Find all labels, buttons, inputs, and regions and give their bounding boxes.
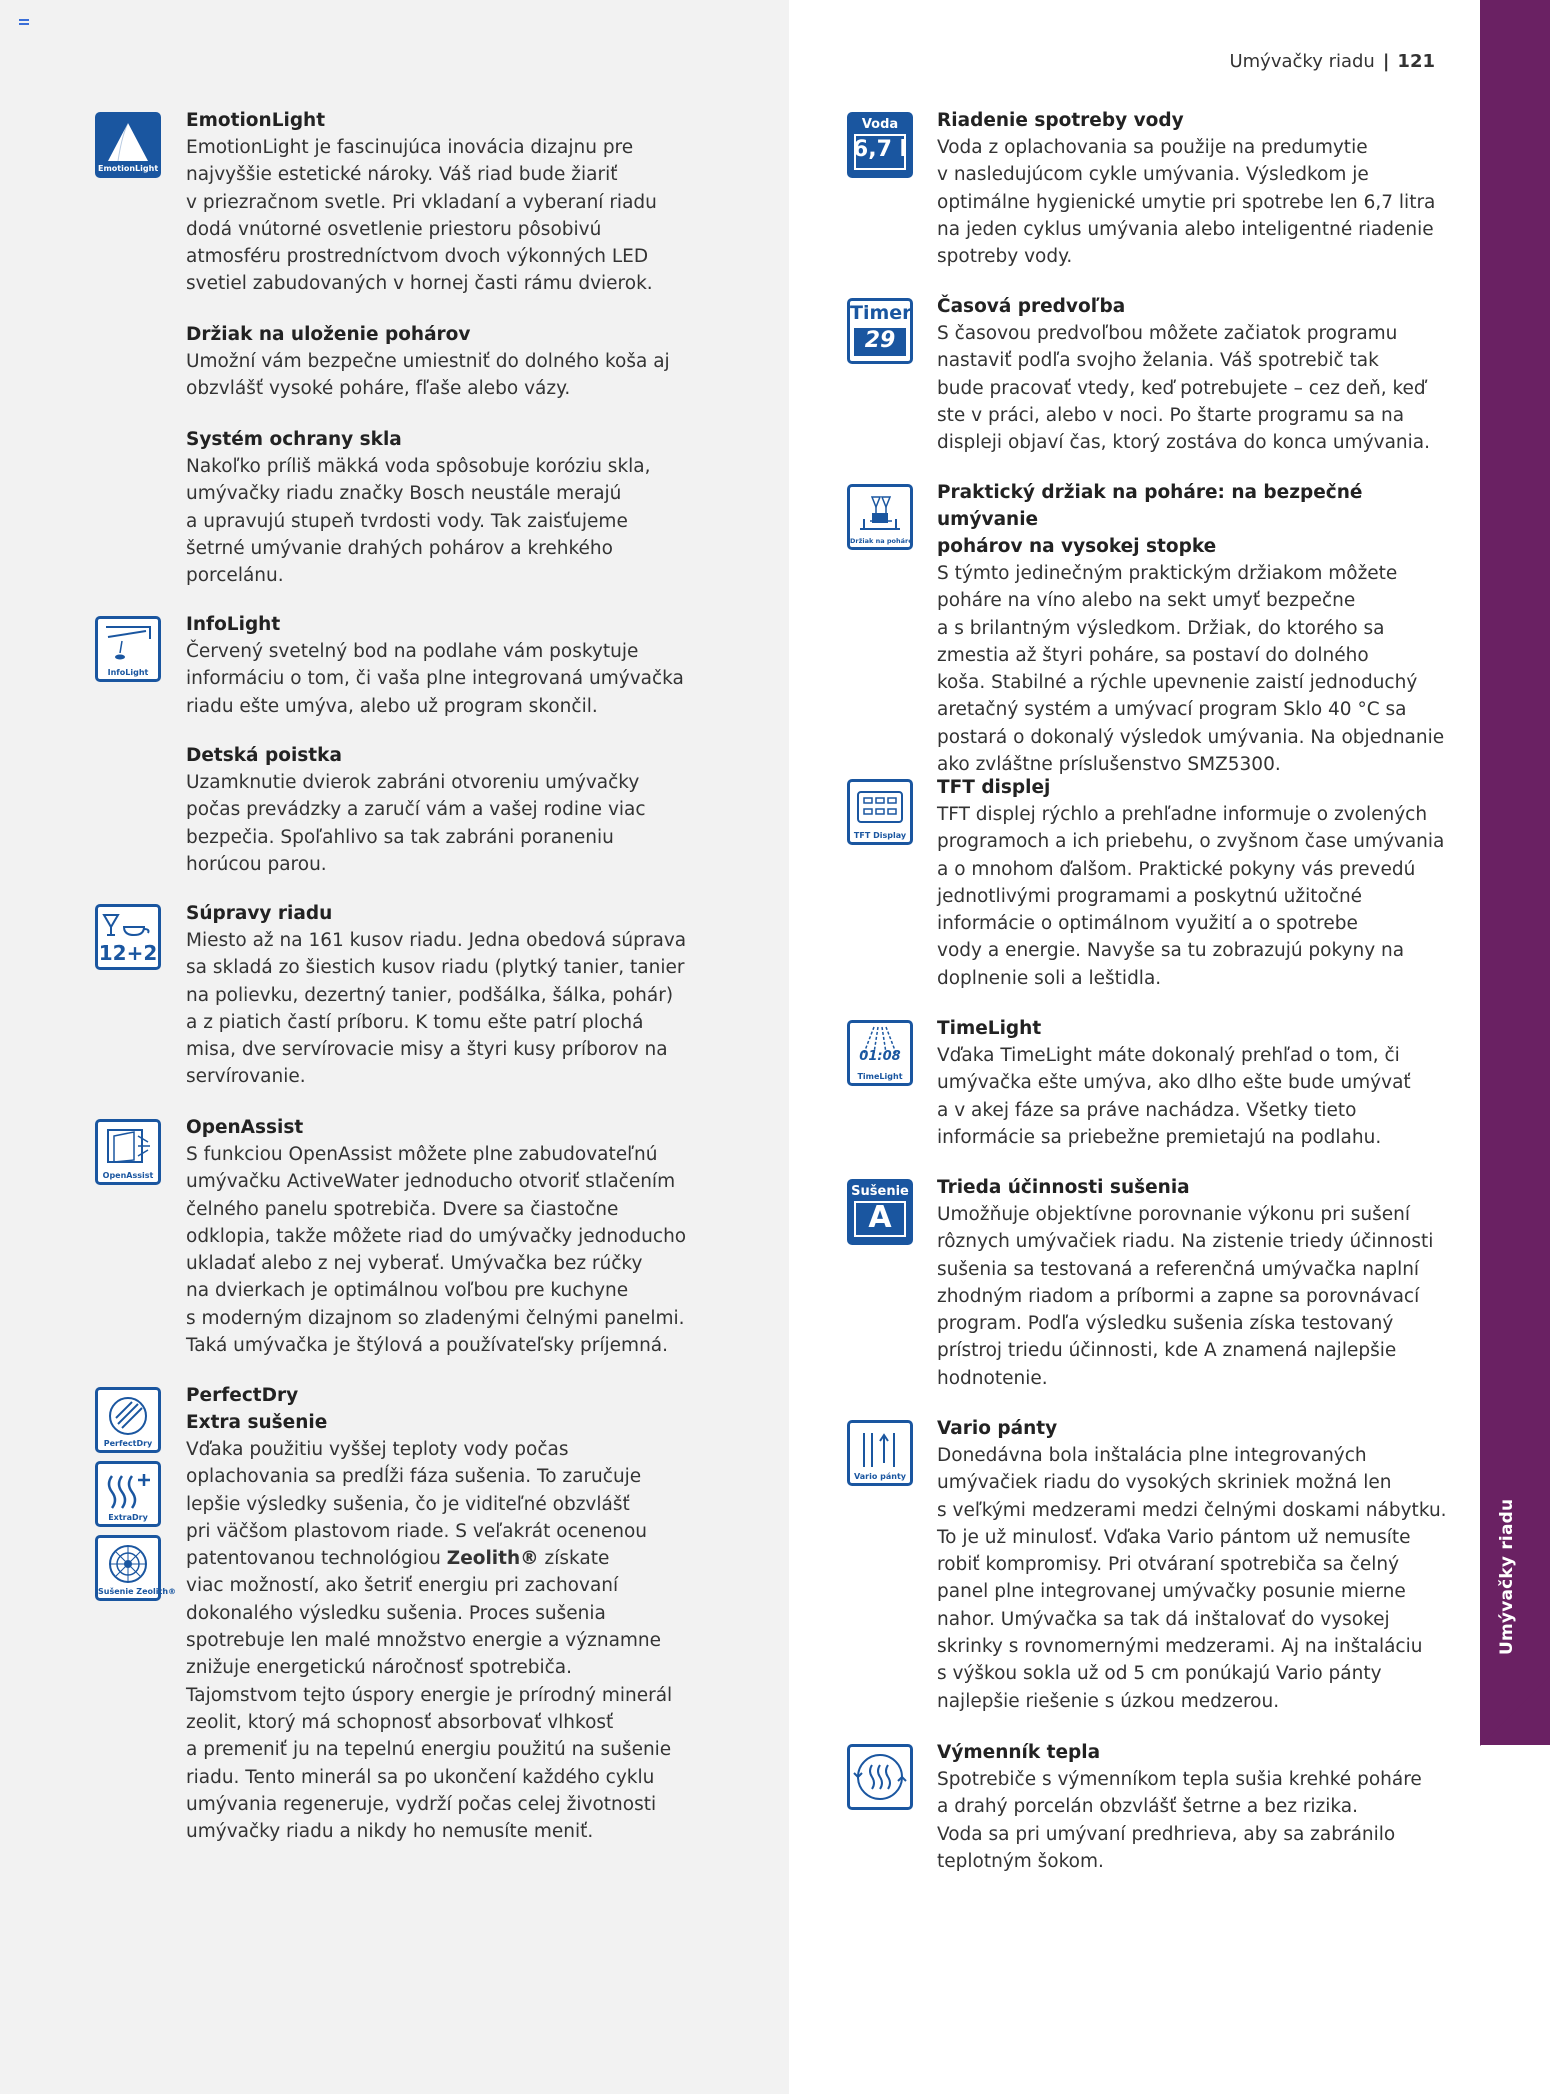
feature-heat-exchanger [937, 1739, 1457, 1875]
extra-dry-icon: ExtraDry [95, 1461, 161, 1527]
feature-title: Trieda účinnosti sušenia [937, 1177, 1190, 1198]
feature-body: Donedávna bola inštalácia plne integrovaných umývačiek riadu do vysokých skriniek možná len s veľkými medzerami medzi čelnými doskami nábytku. To je už minulosť. Vďaka Vario pántom už nemusíte robiť kompromisy. Pri otváraní spotrebiča sa čelný panel plne integrovanej umývačky posunie mierne nahor. Umývačka sa tak dá inštalovať do vysokej skrinky s rovnomernými medzerami. Aj na inštaláciu s výškou sokla už od 5 cm ponúkajú Vario pánty najlepšie riešenie s úzkou medzerou. [937, 1445, 1447, 1712]
feature-body: S časovou predvoľbou môžete začiatok programu nastaviť podľa svojho želania. Váš spotrebič tak bude pracovať vtedy, keď potrebujete – cez deň, keď ste v práci, alebo v noci. Po štarte programu sa na displeji objaví čas, ktorý zostáva do konca umývania. [937, 323, 1430, 454]
feature-title: Súpravy riadu [186, 903, 333, 924]
feature-body: Nakoľko príliš mäkká voda spôsobuje koróziu skla, umývačky riadu značky Bosch neustále merajú a upravujú stupeň tvrdosti vody. Tak zaisťujeme šetrné umývanie drahých pohárov a krehkého porcelánu. [186, 456, 651, 587]
feature-title: Detská poistka [186, 745, 342, 766]
tft-display-icon: TFT Display [847, 779, 913, 845]
page-header: Umývačky riadu | 121 [1229, 51, 1435, 72]
timelight-icon: 01:08 TimeLight [847, 1020, 913, 1086]
side-tab [1480, 0, 1550, 1745]
feature-child-lock [186, 742, 726, 878]
feature-body: Miesto až na 161 kusov riadu. Jedna obedová súprava sa skladá zo šiestich kusov riadu (plytký tanier, tanier na polievku, dezertný tanier, podšálka, šálka, pohár) a z piatich častí príboru. K tomu ešte patrí plochá misa, dve servírovacie misy a štyri kusy príborov na servírovanie. [186, 930, 687, 1088]
feature-perfectdry [186, 1382, 726, 1845]
feature-body: Voda z oplachovania sa použije na predumytie v nasledujúcom cykle umývania. Výsledkom je optimálne hygienické umytie pri spotrebe len 6,7 litra na jeden cyklus umývania alebo inteligentné riadenie spotreby vody. [937, 137, 1436, 268]
drying-class-icon: Sušenie A [847, 1179, 913, 1245]
feature-timelight [937, 1015, 1457, 1151]
side-tab-label: Umývačky riadu [1497, 1498, 1517, 1655]
feature-body: Uzamknutie dvierok zabráni otvoreniu umývačky počas prevádzky a zaručí vám a vašej rodine viac bezpečia. Spoľahlivo sa tak zabráni poraneniu horúcou parou. [186, 772, 646, 875]
feature-body: Umožní vám bezpečne umiestniť do dolného koša aj obzvlášť vysoké poháre, fľaše alebo vázy. [186, 351, 670, 400]
feature-body: S funkciou OpenAssist môžete plne zabudovateľnú umývačku ActiveWater jednoducho otvoriť stlačením čelného panelu spotrebiča. Dvere sa čiastočne odklopia, takže môžete riad do umývačky jednoducho ukladať alebo z nej vyberať. Umývačka bez rúčky na dvierkach je optimálnou voľbou pre kuchyne s moderným dizajnom so zladenými čelnými panelmi. Taká umývačka je štýlová a používateľsky príjemná. [186, 1144, 687, 1357]
timer-icon: Timer 29 [847, 298, 913, 364]
feature-glass-holder [186, 321, 726, 403]
feature-glass-protection [186, 426, 726, 589]
feature-title: Časová predvoľba [937, 296, 1126, 317]
feature-title: Vario pánty [937, 1418, 1058, 1439]
feature-body: Umožňuje objektívne porovnanie výkonu pri sušení rôznych umývačiek riadu. Na zistenie triedy účinnosti sušenia sa testovaná a referenčná umývačka naplní zhodným riadom a príbormi a zapne sa porovnávací program. Podľa výsledku sušenia získa testovaný prístroj triedu účinnosti, kde A znamená najlepšie hodnotenie. [937, 1204, 1434, 1389]
water-consumption-icon: Voda 6,7 l [847, 112, 913, 178]
feature-tft-display [937, 774, 1457, 992]
feature-body: Spotrebiče s výmenníkom tepla sušia krehké poháre a drahý porcelán obzvlášť šetrne a bez rizika. Voda sa pri umývaní predhrieva, aby sa zabránilo teplotným šokom. [937, 1769, 1422, 1872]
feature-subtitle: Extra sušenie [186, 1412, 328, 1433]
perfectdry-icon: PerfectDry [95, 1387, 161, 1453]
corner-marker-icon [19, 19, 29, 25]
openassist-icon: OpenAssist [95, 1119, 161, 1185]
emotionlight-icon: EmotionLight [95, 112, 161, 178]
page-number: 121 [1397, 51, 1435, 72]
vario-hinges-icon: Vario pánty [847, 1420, 913, 1486]
feature-title: TFT displej [937, 777, 1051, 798]
feature-timer [937, 293, 1457, 456]
feature-title: Systém ochrany skla [186, 429, 402, 450]
feature-title: Výmenník tepla [937, 1742, 1101, 1763]
infolight-icon: InfoLight [95, 616, 161, 682]
feature-title: Držiak na uloženie pohárov [186, 324, 471, 345]
glass-holder-icon: Držiak na poháre [847, 484, 913, 550]
feature-body: Vďaka TimeLight máte dokonalý prehľad o tom, či umývačka ešte umýva, ako dlho ešte bude umývať a v akej fáze sa práve nachádza. Všetky tieto informácie sa priebežne premietajú na podlahu. [937, 1045, 1411, 1148]
feature-title: OpenAssist [186, 1117, 304, 1138]
feature-title: TimeLight [937, 1018, 1042, 1039]
feature-stemware-holder [937, 479, 1457, 778]
feature-body: S týmto jedinečným praktickým držiakom môžete poháre na víno alebo na sekt umyť bezpečne a s brilantným výsledkom. Držiak, do ktorého sa zmestia až štyri poháre, sa postaví do dolného koša. Stabilné a rýchle upevnenie zaistí jednoduchý aretačný systém a umývací program Sklo 40 °C sa postará o dokonalý výsledok umývania. Na objednanie ako zvláštne príslušenstvo SMZ5300. [937, 563, 1445, 776]
feature-body: TFT displej rýchlo a prehľadne informuje o zvolených programoch a ich priebehu, o zvyšnom čase umývania a o mnohom ďalšom. Praktické pokyny vás prevedú jednotlivými programami a poskytnú užitočné informácie o optimálnom využití a o spotrebe vody a energie. Navyše sa tu zobrazujú pokyny na doplnenie soli a leštidla. [937, 804, 1445, 989]
feature-body: Červený svetelný bod na podlahe vám poskytuje informáciu o tom, či vaša plne integrovaná umývačka riadu ešte umýva, alebo už program skončil. [186, 641, 684, 717]
feature-title: PerfectDry [186, 1385, 299, 1406]
feature-title: Praktický držiak na poháre: na bezpečné umývanie pohárov na vysokej stopke [937, 482, 1363, 557]
feature-water-consumption [937, 107, 1457, 270]
feature-emotionlight [186, 107, 726, 298]
feature-place-settings [186, 900, 726, 1091]
feature-body: EmotionLight je fascinujúca inovácia dizajnu pre najvyššie estetické nároky. Váš riad bude žiariť v priezračnom svetle. Pri vkladaní a vyberaní riadu dodá vnútorné osvetlenie priestoru pôsobivú atmosféru prostredníctvom dvoch výkonných LED svetiel zabudovaných v hornej časti rámu dvierok. [186, 137, 657, 295]
side-tab-corner [1480, 1676, 1550, 1746]
feature-infolight [186, 611, 726, 720]
feature-title: EmotionLight [186, 110, 326, 131]
zeolith-drying-icon: Sušenie Zeolith® [95, 1535, 161, 1601]
feature-title: InfoLight [186, 614, 281, 635]
zeolith-brand: Zeolith® [446, 1548, 539, 1570]
feature-drying-class [937, 1174, 1457, 1392]
feature-title: Riadenie spotreby vody [937, 110, 1184, 131]
heat-exchanger-icon [847, 1744, 913, 1810]
section-title: Umývačky riadu [1229, 51, 1375, 72]
feature-vario-hinges [937, 1415, 1457, 1715]
feature-openassist [186, 1114, 726, 1359]
place-settings-icon: 12+2 [95, 904, 161, 970]
feature-body: Vďaka použitiu vyššej teploty vody počas oplachovania sa predĺži fáza sušenia. To zaručuje lepšie výsledky sušenia, čo je viditeľné obzvlášť pri väčšom plastovom riade. S veľakrát ocenenou patentovanou technológiou Zeolith® získate viac možností, ako šetriť energiu pri zachovaní dokonalého výsledku sušenia. Proces sušenia spotrebuje len malé množstvo energie a významne znižuje energetickú náročnosť spotrebiča. Tajomstvom tejto úspory energie je prírodný minerál zeolit, ktorý má schopnosť absorbovať vlhkosť a premeniť ju na tepelnú energiu použitú na sušenie riadu. Tento minerál sa po ukončení každého cyklu umývania regeneruje, vydrží počas celej životnosti umývačky riadu a nikdy ho nemusíte meniť. [186, 1439, 673, 1843]
